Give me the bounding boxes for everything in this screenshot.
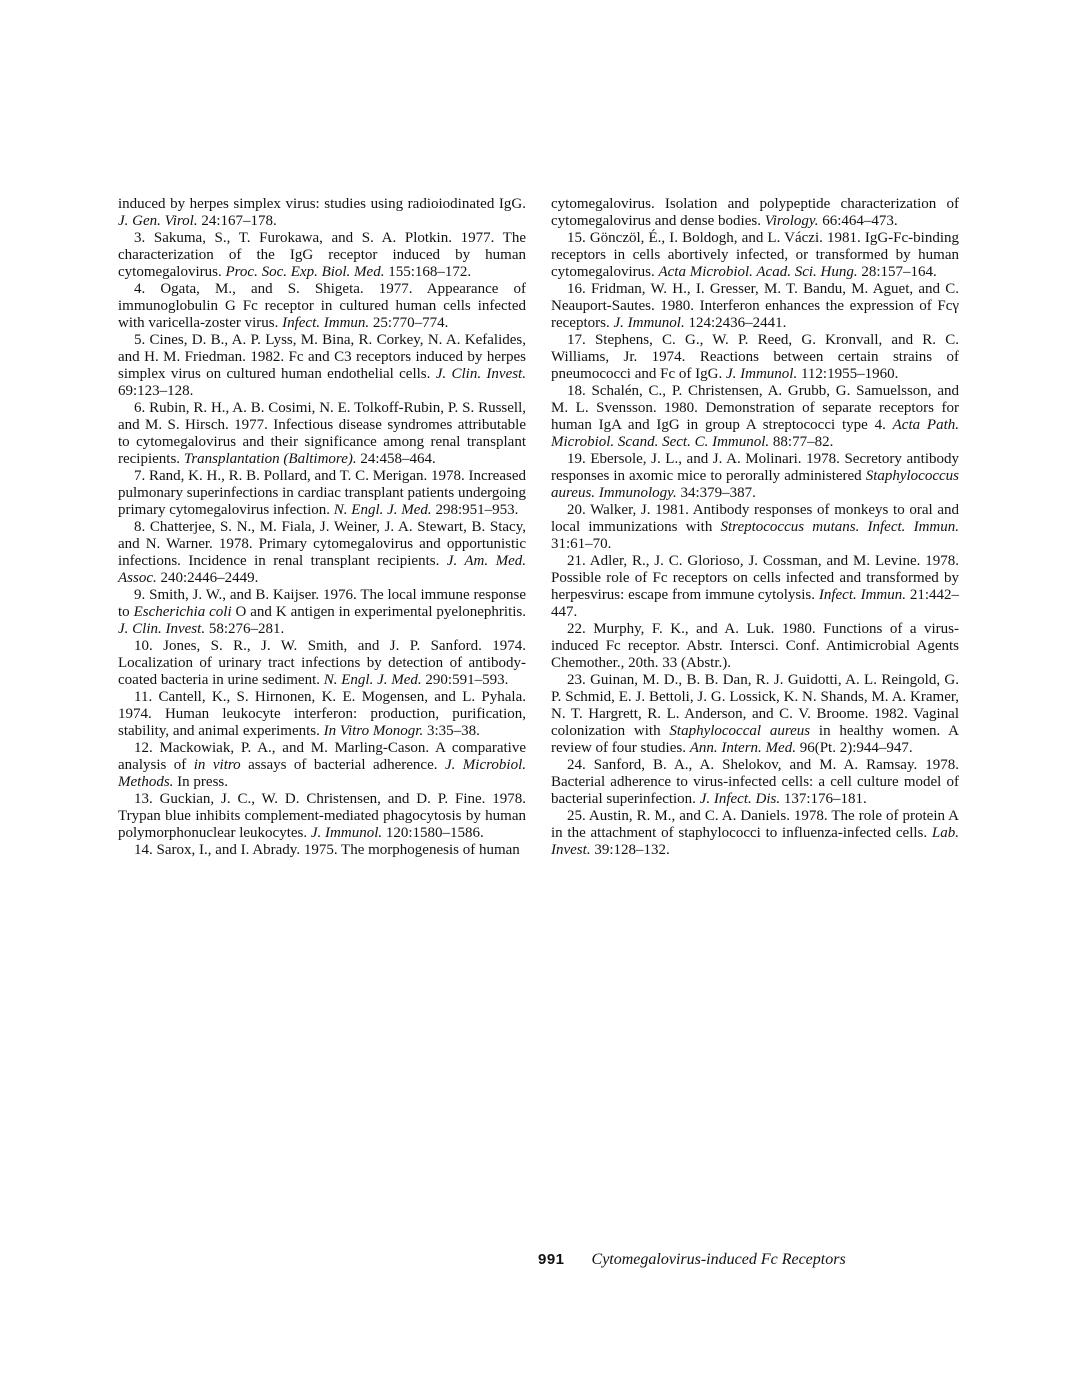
reference-text: 23. Guinan, M. D., B. B. Dan, R. J. Guidotti, A. L. Reingold, G. P. Schmid, E. J. Bettoli, J. G. Lossick, K. N. Shands, M. A. Kramer, N. T. Hargrett, R. L. Anderson, and C. V. Broome. 1982. Vaginal colonization with <box>551 672 959 739</box>
reference-text: 8. Chatterjee, S. N., M. Fiala, J. Weiner, J. A. Stewart, B. Stacy, and N. Warner. 1978. Primary cytomegalovirus and opportunistic infections. Incidence in renal transplant recipients. <box>118 519 526 569</box>
reference-text: 25. Austin, R. M., and C. A. Daniels. 1978. The role of protein A in the attachment of staphylococci to influenza-infected cells. <box>551 808 959 841</box>
reference-italic-text: Infect. Immun. <box>867 519 959 535</box>
reference-italic-text: Ann. Intern. Med. <box>689 740 796 756</box>
reference-italic-text: Acta Path. Microbiol. Scand. Sect. C. Immunol. <box>551 417 959 450</box>
reference-text: 22. Murphy, F. K., and A. Luk. 1980. Functions of a virus-induced Fc receptor. Abstr. Intersci. Conf. Antimicrobial Agents Chemother., 20th. 33 (Abstr.). <box>551 621 959 671</box>
reference-text: 39:128–132. <box>590 842 670 858</box>
reference-item <box>118 400 526 468</box>
reference-text: 137:176–181. <box>780 791 867 807</box>
reference-text: 120:1580–1586. <box>382 825 484 841</box>
reference-text: 10. Jones, S. R., J. W. Smith, and J. P. Sanford. 1974. Localization of urinary tract infections by detection of antibody-coated bacteria in urine sediment. <box>118 638 526 688</box>
reference-item <box>118 230 526 281</box>
reference-italic-text: Escherichia coli <box>133 604 232 620</box>
reference-item <box>551 502 959 553</box>
reference-item <box>551 383 959 451</box>
reference-italic-text: In Vitro Monogr. <box>323 723 424 739</box>
reference-item <box>551 230 959 281</box>
reference-text: 21:442–447. <box>551 587 960 620</box>
reference-italic-text: Transplantation (Baltimore). <box>183 451 357 467</box>
reference-text: 290:591–593. <box>421 672 509 688</box>
reference-text: 24. Sanford, B. A., A. Shelokov, and M. A. Ramsay. 1978. Bacterial adherence to virus-infected cells: a cell culture model of bacterial superinfection. <box>551 757 959 807</box>
reference-text: 21. Adler, R., J. C. Glorioso, J. Cossman, and M. Levine. 1978. Possible role of Fc receptors on cells infected and transformed by herpesvirus: escape from immune cytolysis. <box>551 553 959 603</box>
reference-text: 3. Sakuma, S., T. Furokawa, and S. A. Plotkin. 1977. The characterization of the IgG receptor induced by human cytomegalovirus. <box>118 230 526 280</box>
reference-item <box>551 281 959 332</box>
page-footer <box>538 1251 846 1269</box>
reference-italic-text: Acta Microbiol. Acad. Sci. Hung. <box>658 264 858 280</box>
reference-item <box>118 468 526 519</box>
reference-item <box>551 672 959 757</box>
reference-italic-text: J. Gen. Virol. <box>118 213 198 229</box>
reference-text: 6. Rubin, R. H., A. B. Cosimi, N. E. Tolkoff-Rubin, P. S. Russell, and M. S. Hirsch. 1977. Infectious disease syndromes attributable to cytomegalovirus and their significance among renal transplant recipients. <box>118 400 526 467</box>
reference-text: 28:157–164. <box>857 264 937 280</box>
reference-text: 69:123–128. <box>118 383 194 399</box>
reference-item <box>118 196 526 230</box>
reference-text: in healthy women. A review of four studies. <box>551 723 960 756</box>
reference-italic-text: J. Clin. Invest. <box>118 621 206 637</box>
reference-text: assays of bacterial adherence. <box>240 757 445 773</box>
reference-item <box>551 757 959 808</box>
references-column-left <box>118 196 526 859</box>
reference-item <box>551 808 959 859</box>
reference-text: 20. Walker, J. 1981. Antibody responses of monkeys to oral and local immunizations with <box>551 502 959 535</box>
reference-text <box>859 519 867 535</box>
reference-item <box>118 689 526 740</box>
reference-italic-text: Immunology. <box>598 485 677 501</box>
reference-text: 16. Fridman, W. H., I. Gresser, M. T. Bandu, M. Aguet, and C. Neauport-Sautes. 1980. Interferon enhances the expression of Fcγ receptors. <box>551 281 959 331</box>
running-title: Cytomegalovirus-induced Fc Receptors <box>591 1251 846 1268</box>
reference-italic-text: J. Immunol. <box>725 366 798 382</box>
reference-text: 24:167–178. <box>197 213 277 229</box>
reference-italic-text: Proc. Soc. Exp. Biol. Med. <box>225 264 385 280</box>
reference-italic-text: J. Immunol. <box>310 825 383 841</box>
reference-text: 112:1955–1960. <box>797 366 899 382</box>
reference-text: 34:379–387. <box>676 485 756 501</box>
reference-text: 58:276–281. <box>205 621 285 637</box>
page-number: 991 <box>538 1251 565 1268</box>
reference-item <box>118 587 526 638</box>
reference-text: 5. Cines, D. B., A. P. Lyss, M. Bina, R. Corkey, N. A. Kefalides, and H. M. Friedman. 1982. Fc and C3 receptors induced by herpes simplex virus on cultured human endothelial cells. <box>118 332 526 382</box>
reference-text: 25:770–774. <box>369 315 449 331</box>
reference-italic-text: Lab. Invest. <box>551 825 959 858</box>
reference-italic-text: Staphylococcus aureus. <box>551 468 959 501</box>
reference-italic-text: Staphylococcal aureus <box>669 723 811 739</box>
reference-item <box>551 332 959 383</box>
references-column-right <box>551 196 959 859</box>
reference-text: 19. Ebersole, J. L., and J. A. Molinari. 1978. Secretory antibody responses in axomic mice to perorally administered <box>551 451 959 484</box>
reference-item <box>118 842 526 859</box>
reference-italic-text: J. Am. Med. Assoc. <box>118 553 526 586</box>
reference-text: 88:77–82. <box>769 434 834 450</box>
reference-item <box>551 451 959 502</box>
reference-italic-text: in vitro <box>193 757 241 773</box>
reference-italic-text: Infect. Immun. <box>282 315 370 331</box>
reference-text: O and K antigen in experimental pyelonephritis. <box>231 604 526 620</box>
reference-text: 11. Cantell, K., S. Hirnonen, K. E. Mogensen, and L. Pyhala. 1974. Human leukocyte interferon: production, purification, stability, and animal experiments. <box>118 689 526 739</box>
reference-text: 4. Ogata, M., and S. Shigeta. 1977. Appearance of immunoglobulin G Fc receptor in cultured human cells infected with varicella-zoster virus. <box>118 281 526 331</box>
reference-italic-text: J. Microbiol. Methods. <box>118 757 526 790</box>
reference-text: 17. Stephens, C. G., W. P. Reed, G. Kronvall, and R. C. Williams, Jr. 1974. Reactions between certain strains of pneumococci and Fc of IgG. <box>551 332 959 382</box>
reference-text: In press. <box>173 774 228 790</box>
reference-item <box>118 519 526 587</box>
reference-text: 14. Sarox, I., and I. Abrady. 1975. The morphogenesis of human <box>134 842 520 858</box>
reference-italic-text: Streptococcus mutans. <box>720 519 860 535</box>
reference-item <box>551 553 959 621</box>
reference-text: 13. Guckian, J. C., W. D. Christensen, and D. P. Fine. 1978. Trypan blue inhibits complement-mediated phagocytosis by human polymorphonuclear leukocytes. <box>118 791 526 841</box>
reference-text: 24:458–464. <box>356 451 436 467</box>
reference-text: 7. Rand, K. H., R. B. Pollard, and T. C. Merigan. 1978. Increased pulmonary superinfections in cardiac transplant patients undergoing primary cytomegalovirus infection. <box>118 468 526 518</box>
reference-italic-text: J. Immunol. <box>613 315 685 331</box>
reference-text: induced by herpes simplex virus: studies using radioiodinated IgG. <box>118 196 526 212</box>
reference-text: 124:2436–2441. <box>684 315 787 331</box>
reference-text: 96(Pt. 2):944–947. <box>795 740 913 756</box>
reference-item <box>551 621 959 672</box>
reference-text: 240:2446–2449. <box>156 570 259 586</box>
reference-text: 9. Smith, J. W., and B. Kaijser. 1976. The local immune response to <box>118 587 526 620</box>
reference-text: 66:464–473. <box>818 213 898 229</box>
reference-italic-text: Virology. <box>764 213 819 229</box>
reference-item <box>118 791 526 842</box>
reference-item <box>118 740 526 791</box>
reference-italic-text: N. Engl. J. Med. <box>333 502 432 518</box>
reference-text: cytomegalovirus. Isolation and polypeptide characterization of cytomegalovirus and dense bodies. <box>551 196 959 229</box>
reference-text: 12. Mackowiak, P. A., and M. Marling-Cason. A comparative analysis of <box>118 740 526 773</box>
reference-italic-text: J. Infect. Dis. <box>699 791 781 807</box>
reference-item <box>118 332 526 400</box>
reference-text: 15. Gönczöl, É., I. Boldogh, and L. Váczi. 1981. IgG-Fc-binding receptors in cells abortively infected, or transformed by human cytomegalovirus. <box>551 230 959 280</box>
reference-item <box>118 638 526 689</box>
reference-text: 31:61–70. <box>551 536 612 552</box>
references-section <box>118 196 960 859</box>
reference-item <box>551 196 959 230</box>
reference-item <box>118 281 526 332</box>
reference-italic-text: J. Clin. Invest. <box>435 366 526 382</box>
reference-text: 18. Schalén, C., P. Christensen, A. Grubb, G. Samuelsson, and M. L. Svensson. 1980. Demonstration of separate receptors for human IgA and IgG in group A streptococci type 4. <box>551 383 959 433</box>
reference-text: 155:168–172. <box>384 264 472 280</box>
reference-text: 3:35–38. <box>423 723 480 739</box>
reference-italic-text: N. Engl. J. Med. <box>323 672 422 688</box>
reference-text: 298:951–953. <box>431 502 519 518</box>
reference-italic-text: Infect. Immun. <box>818 587 906 603</box>
